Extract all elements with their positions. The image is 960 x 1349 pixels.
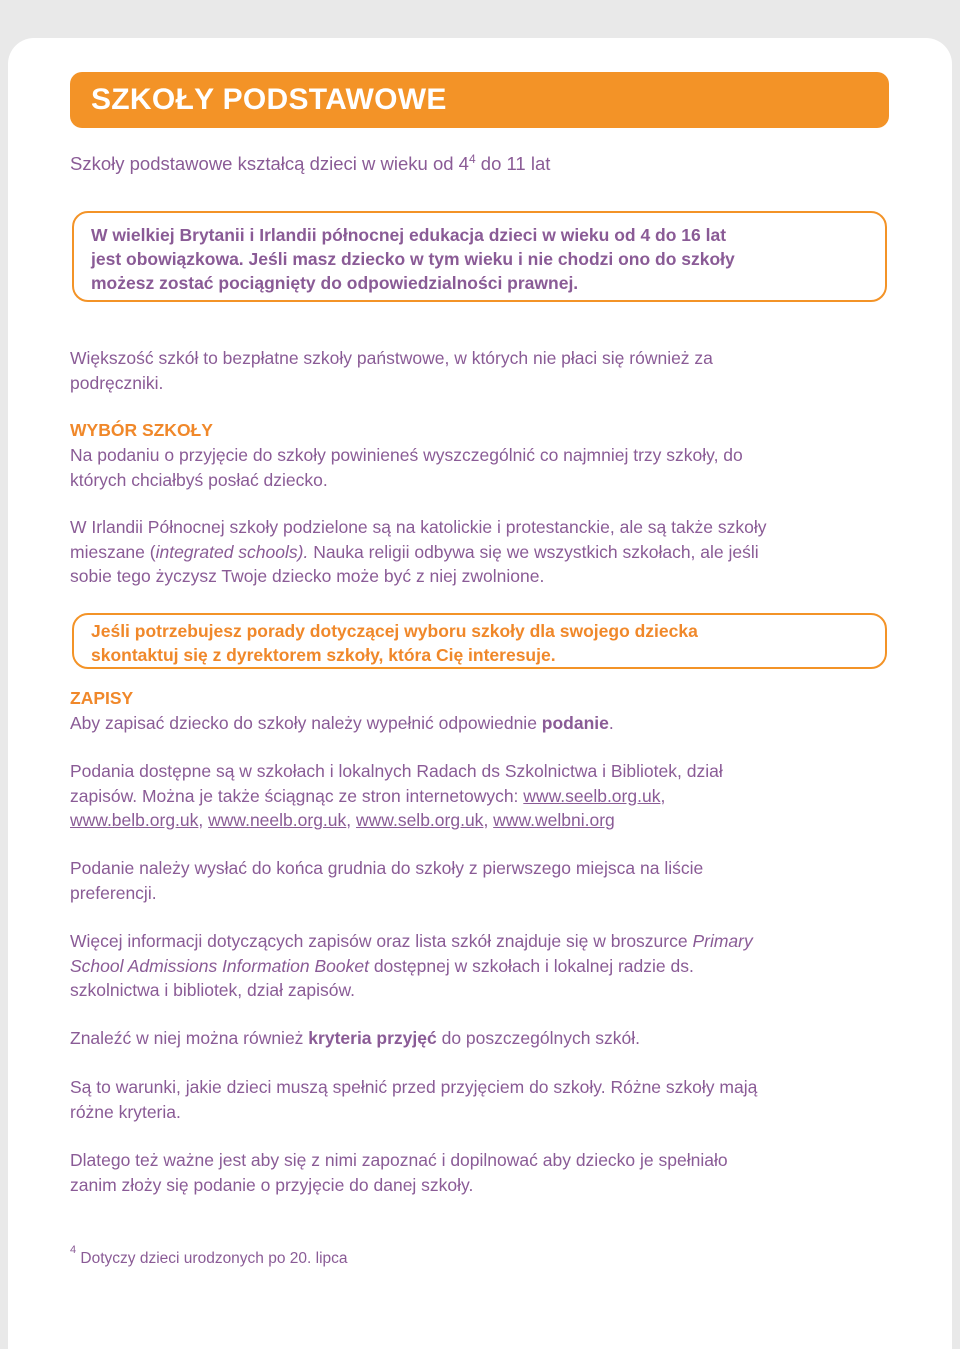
link-welbni[interactable]: www.welbni.org: [493, 810, 615, 830]
notice-advice-text: Jeśli potrzebujesz porady dotyczącej wyboru szkoły dla swojego dziecka skontaktuj się z dyrektorem szkoły, która Cię interesuje.: [91, 621, 698, 665]
intro-text: Szkoły podstawowe kształcą dzieci w wieku od $4^4$ do 11 lat: [70, 152, 551, 175]
criteria-paragraph: Znaleźć w niej można również kryteria przyjęć do poszczególnych szkół.: [70, 1028, 641, 1048]
ni-schools-paragraph: W Irlandii Północnej szkoły podzielone są na katolickie i protestanckie, ale są także szkoły mieszane (integrated schools). Nauka religii odbywa się we wszystkich szkołach, ale jeśli sobie tego życzysz Twoje dziecko może być z niej zwolnione.: [70, 517, 767, 586]
free-schools-paragraph: Większość szkół to bezpłatne szkoły państwowe, w których nie płaci się również za podręczniki.: [70, 348, 713, 393]
footnote-ref: 4: [468, 152, 476, 166]
link-seelb[interactable]: www.seelb.org.uk: [523, 785, 661, 806]
deadline-paragraph: Podanie należy wysłać do końca grudnia do szkoły z pierwszego miejsca na liście preferencji.: [70, 858, 704, 903]
school-choice-heading: WYBÓR SZKOŁY: [70, 420, 213, 440]
link-selb[interactable]: www.selb.org.uk: [356, 810, 484, 830]
link-belb[interactable]: www.belb.org.uk: [70, 810, 199, 830]
notice-compulsory-text: W wielkiej Brytanii i Irlandii północnej edukacja dzieci w wieku od 4 do 16 lat jest obowiązkowa. Jeśli masz dziecko w tym wieku i nie chodzi ono do szkoły możesz zostać pociągnięty do odpowiedzialności prawnej.: [91, 225, 735, 293]
more-info-paragraph: Więcej informacji dotyczących zapisów oraz lista szkół znajduje się w broszurce Primary School Admissions Information Booket dostępnej w szkołach i lokalnej radzie ds. szkolnictwa i bibliotek, dział zapisów.: [70, 931, 753, 1000]
school-choice-paragraph: Na podaniu o przyjęcie do szkoły powinieneś wyszczególnić co najmniej trzy szkoły, do których chciałbyś posłać dziecko.: [70, 445, 743, 490]
page-title: SZKOŁY PODSTAWOWE: [91, 83, 447, 116]
important-paragraph: Dlatego też ważne jest aby się z nimi zapoznać i dopilnować aby dziecko je spełniało zanim złoży się podanie o przyjęcie do danej szkoły.: [70, 1150, 728, 1195]
conditions-paragraph: Są to warunki, jakie dzieci muszą spełnić przed przyjęciem do szkoły. Różne szkoły mają różne kryteria.: [70, 1077, 758, 1122]
enrolment-paragraph: Aby zapisać dziecko do szkoły należy wypełnić odpowiednie podanie.: [70, 713, 614, 733]
footnote: $^4$ Dotyczy dzieci urodzonych po 20. lipca: [70, 1244, 348, 1268]
forms-paragraph: Podania dostępne są w szkołach i lokalnych Radach ds Szkolnictwa i Bibliotek, dział zapisów. Można je także ściągnąc ze stron internetowych: www.seelb.org.uk, www.belb.org.uk, www.neelb.org.uk, www.selb.org.uk, www.welbni.org: [70, 761, 723, 830]
link-neelb[interactable]: www.neelb.org.uk: [208, 810, 347, 830]
enrolment-heading: ZAPISY: [70, 688, 134, 708]
